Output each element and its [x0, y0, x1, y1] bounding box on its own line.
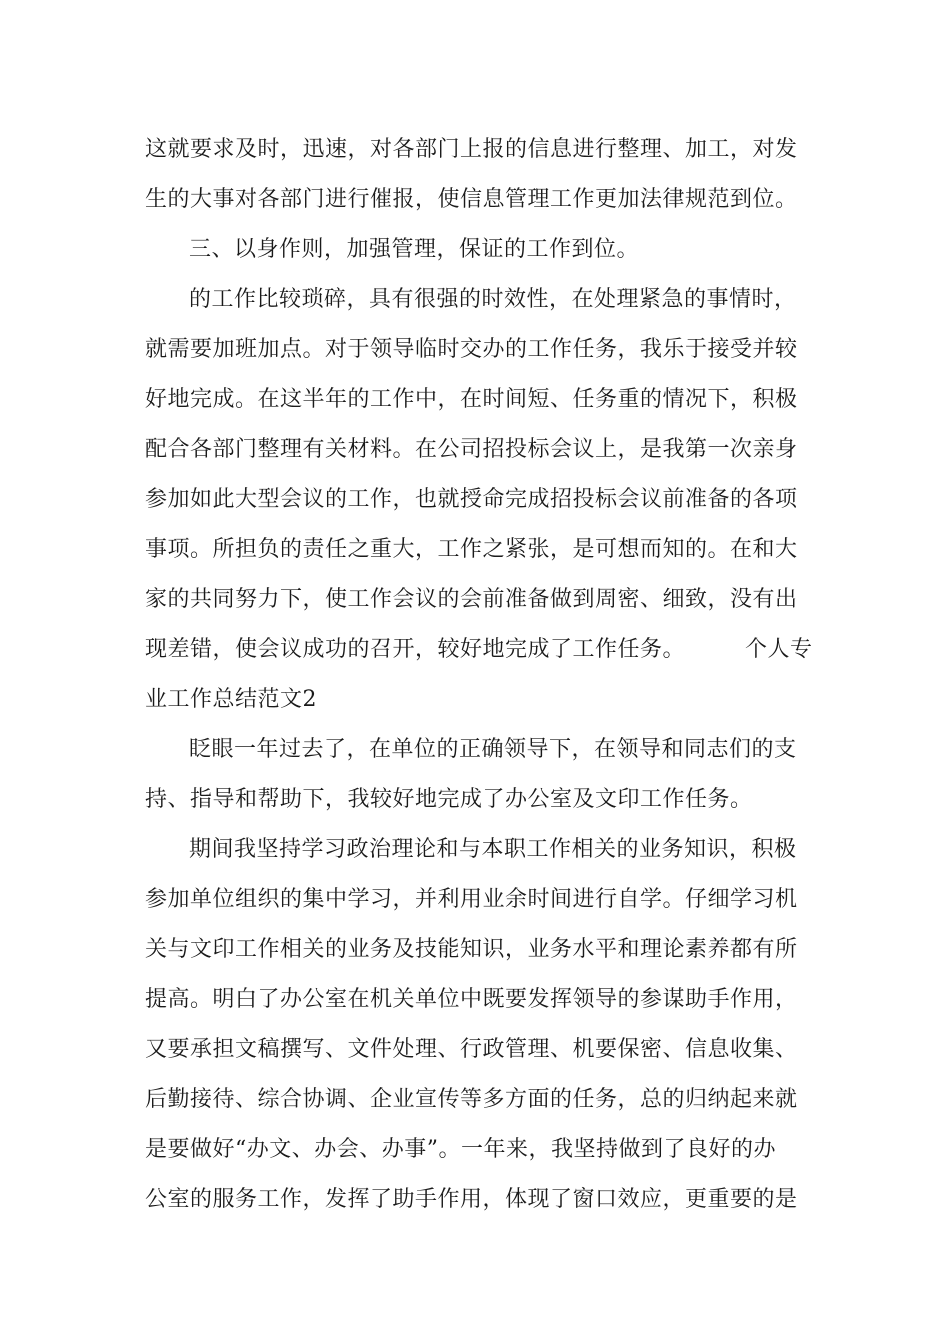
text-line: 参加如此大型会议的工作，也就授命完成招投标会议前准备的各项 — [145, 487, 798, 512]
text-line: 现差错，使会议成功的召开，较好地完成了工作任务。 个人专 — [145, 637, 813, 662]
text-line: 是要做好“办文、办会、办事”。一年来，我坚持做到了良好的办 — [145, 1137, 776, 1162]
text-line: 又要承担文稿撰写、文件处理、行政管理、机要保密、信息收集、 — [145, 1037, 798, 1062]
text-line: 配合各部门整理有关材料。在公司招投标会议上，是我第一次亲身 — [145, 437, 798, 462]
text-line: 眨眼一年过去了，在单位的正确领导下，在领导和同志们的支 — [189, 737, 797, 762]
text-line: 业工作总结范文2 — [145, 687, 317, 712]
text-line: 事项。所担负的责任之重大，工作之紧张，是可想而知的。在和大 — [145, 537, 798, 562]
text-line: 提高。明白了办公室在机关单位中既要发挥领导的参谋助手作用， — [145, 987, 798, 1012]
text-line: 就需要加班加点。对于领导临时交办的工作任务，我乐于接受并较 — [145, 337, 798, 362]
text-line: 生的大事对各部门进行催报，使信息管理工作更加法律规范到位。 — [145, 187, 798, 212]
text-line: 这就要求及时，迅速，对各部门上报的信息进行整理、加工，对发 — [145, 137, 798, 162]
text-line: 持、指导和帮助下，我较好地完成了办公室及文印工作任务。 — [145, 787, 753, 812]
text-line: 公室的服务工作，发挥了助手作用，体现了窗口效应，更重要的是 — [145, 1187, 798, 1212]
text-line: 期间我坚持学习政治理论和与本职工作相关的业务知识，积极 — [189, 837, 797, 862]
text-line: 参加单位组织的集中学习，并利用业余时间进行自学。仔细学习机 — [145, 887, 798, 912]
text-line: 后勤接待、综合协调、企业宣传等多方面的任务，总的归纳起来就 — [145, 1087, 798, 1112]
section-heading: 三、以身作则，加强管理，保证的工作到位。 — [189, 237, 640, 262]
text-line: 关与文印工作相关的业务及技能知识，业务水平和理论素养都有所 — [145, 937, 798, 962]
text-line: 的工作比较琐碎，具有很强的时效性，在处理紧急的事情时， — [189, 287, 797, 312]
text-line: 好地完成。在这半年的工作中，在时间短、任务重的情况下，积极 — [145, 387, 798, 412]
text-line: 家的共同努力下，使工作会议的会前准备做到周密、细致，没有出 — [145, 587, 798, 612]
